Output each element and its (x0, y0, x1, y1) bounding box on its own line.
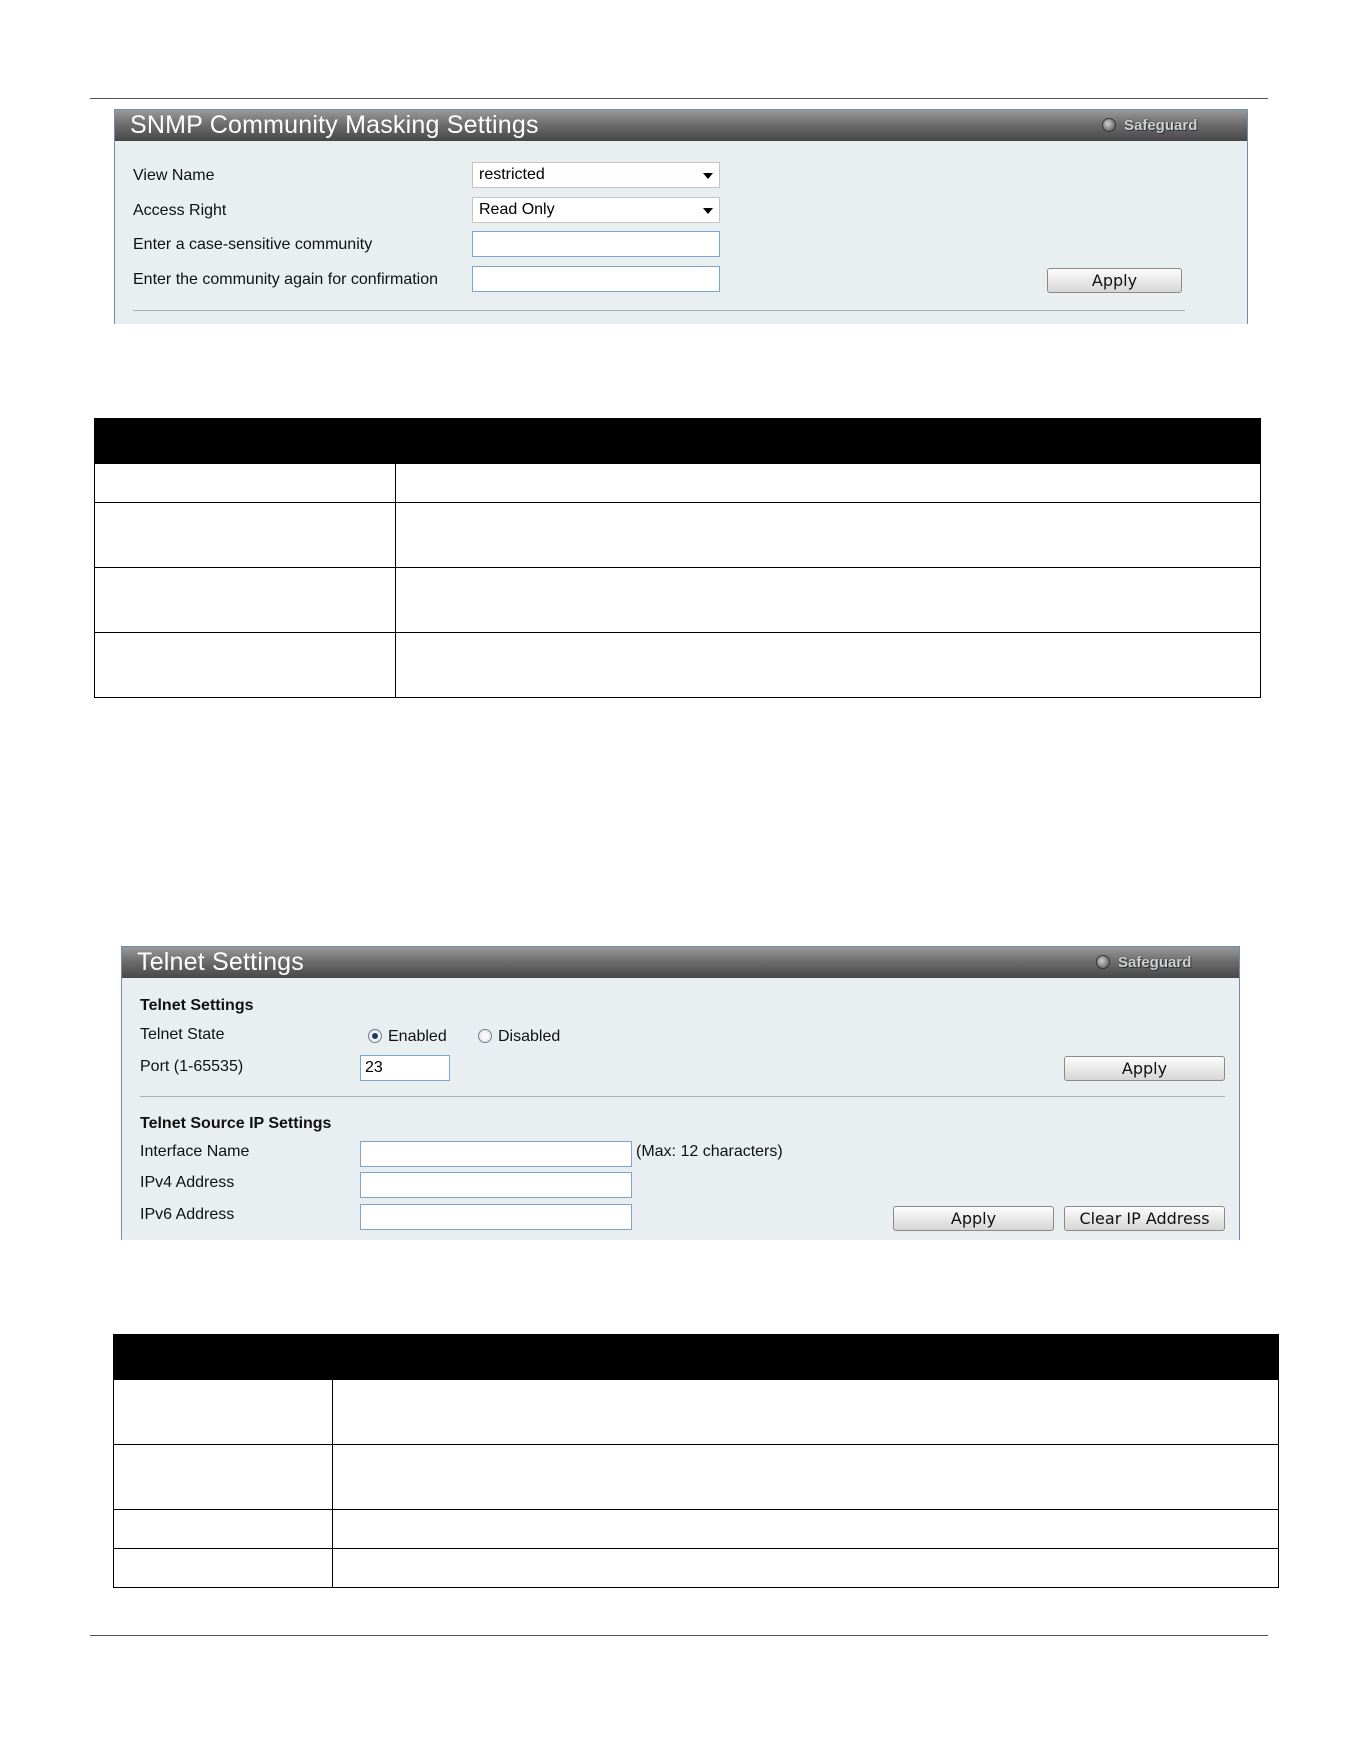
panel-header (115, 110, 1247, 141)
divider (140, 1096, 1225, 1097)
chevron-down-icon (703, 173, 713, 179)
table-row (114, 1510, 1279, 1549)
ipv6-address-input[interactable] (360, 1204, 632, 1230)
table-row (114, 1380, 1279, 1445)
access-right-label: Access Right (133, 202, 227, 219)
bottom-rule (90, 1635, 1268, 1636)
panel-header (122, 947, 1239, 978)
telnet-state-label: Telnet State (140, 1026, 225, 1043)
telnet-settings-panel (121, 946, 1240, 1240)
chevron-down-icon (703, 208, 713, 214)
interface-name-hint: (Max: 12 characters) (636, 1143, 783, 1160)
safeguard-icon (1096, 955, 1110, 969)
table-header-cell (114, 1335, 333, 1380)
section-heading: Telnet Source IP Settings (140, 1115, 332, 1132)
table-header-row (95, 419, 1261, 464)
table-row (95, 633, 1261, 698)
table-header-row (114, 1335, 1279, 1380)
disabled-label: Disabled (498, 1028, 561, 1045)
confirm-community-label: Enter the community again for confirmation (133, 271, 439, 288)
disabled-radio[interactable] (478, 1029, 492, 1043)
view-name-value: restricted (479, 166, 545, 183)
description-table-1 (94, 418, 1261, 698)
interface-name-input[interactable] (360, 1141, 632, 1167)
enabled-label: Enabled (388, 1028, 447, 1045)
interface-name-label: Interface Name (140, 1143, 250, 1160)
table-row (95, 568, 1261, 633)
safeguard-label: Safeguard (1118, 953, 1192, 971)
table-header-cell (95, 419, 396, 464)
table-row (95, 464, 1261, 503)
port-input[interactable] (360, 1055, 450, 1081)
enabled-radio[interactable] (368, 1029, 382, 1043)
top-rule (90, 98, 1268, 99)
confirm-community-input[interactable] (472, 266, 720, 292)
apply-source-ip-button[interactable]: Apply (893, 1206, 1054, 1231)
clear-ip-address-button[interactable]: Clear IP Address (1064, 1206, 1225, 1231)
community-input[interactable] (472, 231, 720, 257)
apply-button[interactable]: Apply (1064, 1056, 1225, 1081)
panel-title: Telnet Settings (137, 948, 304, 976)
table-row (114, 1549, 1279, 1588)
port-label: Port (1-65535) (140, 1058, 244, 1075)
community-label: Enter a case-sensitive community (133, 236, 373, 253)
safeguard-icon (1102, 118, 1116, 132)
panel-title: SNMP Community Masking Settings (130, 111, 539, 139)
ipv6-address-label: IPv6 Address (140, 1206, 235, 1223)
table-header-cell (333, 1335, 1279, 1380)
divider (133, 310, 1185, 311)
access-right-select[interactable] (472, 197, 720, 223)
ipv4-address-input[interactable] (360, 1172, 632, 1198)
view-name-label: View Name (133, 167, 215, 184)
table-row (95, 503, 1261, 568)
description-table-2 (113, 1334, 1279, 1588)
table-header-cell (396, 419, 1261, 464)
access-right-value: Read Only (479, 201, 555, 218)
apply-button[interactable]: Apply (1047, 268, 1182, 293)
safeguard-indicator[interactable] (1096, 952, 1191, 972)
safeguard-label: Safeguard (1124, 116, 1198, 134)
safeguard-indicator[interactable] (1102, 115, 1197, 135)
ipv4-address-label: IPv4 Address (140, 1174, 235, 1191)
view-name-select[interactable] (472, 162, 720, 188)
section-heading: Telnet Settings (140, 997, 254, 1014)
snmp-community-masking-panel (114, 109, 1248, 324)
table-row (114, 1445, 1279, 1510)
